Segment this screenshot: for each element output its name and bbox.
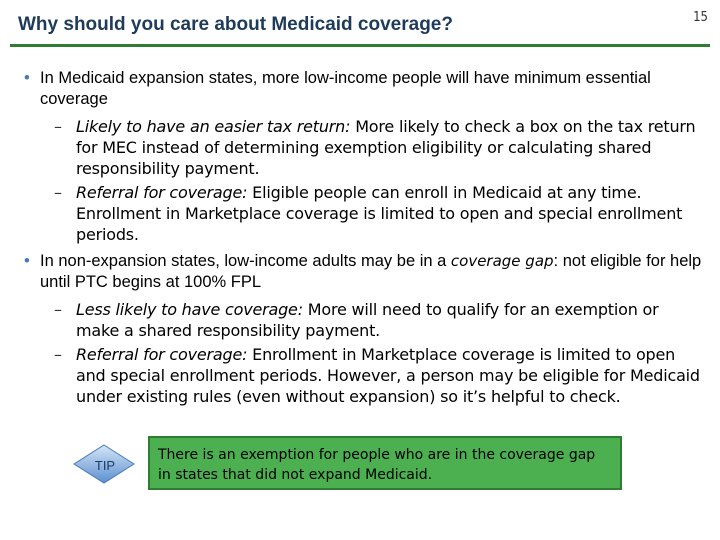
dash-marker: – (54, 183, 62, 202)
bullet-italic-term: coverage gap (450, 252, 554, 270)
sub-bullet-lead: Likely to have an easier tax return: (76, 117, 351, 136)
dash-marker: – (54, 300, 62, 319)
bullet-marker: • (24, 69, 30, 87)
slide-title: Why should you care about Medicaid coverage? (18, 14, 453, 35)
bullet-text: In non-expansion states, low-income adults may be in a (40, 252, 451, 270)
tip-callout (148, 436, 622, 490)
sub-bullet-text: Enrollment in Marketplace coverage is limited to open and special enrollment periods. However, a person may be eligible for Medicaid under existing rules (even without expansion) so it’s helpful to check. (76, 345, 700, 406)
bullet-text-after: : not eligible for help until PTC begins at 100% FPL (40, 252, 702, 291)
sub-bullet-lead: Referral for coverage: (76, 345, 248, 364)
sub-bullet-less-coverage (22, 299, 702, 341)
sub-bullet-lead: Less likely to have coverage: (76, 300, 303, 319)
title-rule (10, 44, 710, 47)
sub-bullet-referral-expansion (22, 182, 702, 245)
sub-bullet-text: More will need to qualify for an exemption or make a shared responsibility payment. (76, 300, 659, 340)
slide-content (22, 68, 702, 410)
bullet-non-expansion-states (22, 251, 702, 293)
bullet-expansion-states (22, 68, 702, 110)
bullet-text: In Medicaid expansion states, more low-income people will have minimum essential coverage (40, 69, 651, 108)
dash-marker: – (54, 345, 62, 364)
sub-bullet-text: Eligible people can enroll in Medicaid at any time. Enrollment in Marketplace coverage is limited to open and special enrollment periods. (76, 183, 683, 244)
tip-label: TIP (94, 458, 116, 473)
tip-callout-text: There is an exemption for people who are in the coverage gap in states that did not expand Medicaid. (158, 447, 596, 483)
sub-bullet-lead: Referral for coverage: (76, 183, 248, 202)
bullet-marker: • (24, 252, 30, 270)
page-number: 15 (693, 10, 708, 25)
sub-bullet-referral-non-expansion (22, 344, 702, 407)
dash-marker: – (54, 117, 62, 136)
sub-bullet-tax-return (22, 116, 702, 179)
sub-bullet-text: More likely to check a box on the tax return for MEC instead of determining exemption eligibility or calculating shared responsibility payment. (76, 117, 696, 178)
